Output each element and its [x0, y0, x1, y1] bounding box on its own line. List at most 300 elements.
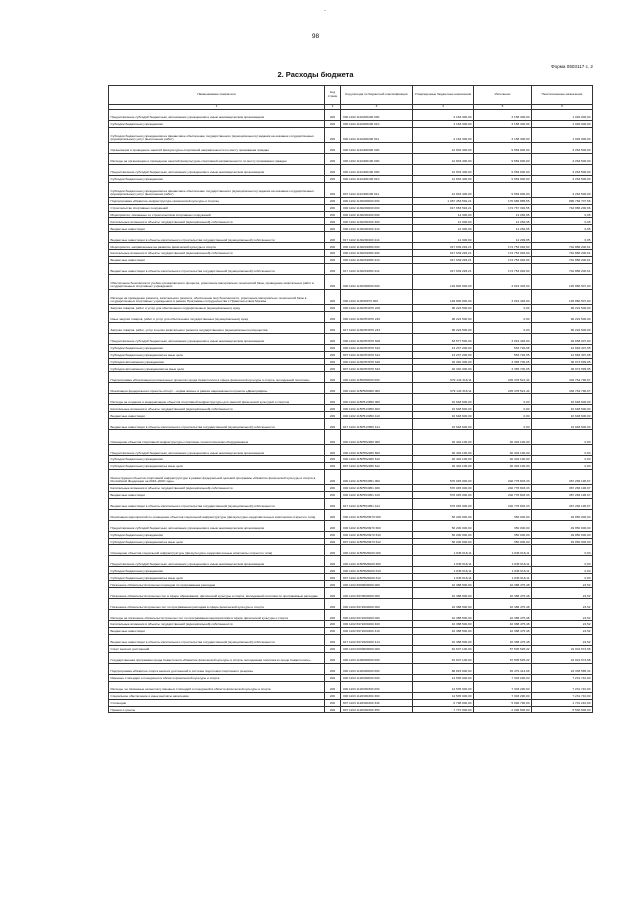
row-code: 200 — [325, 365, 341, 372]
row-executed: 0,00 — [474, 304, 532, 311]
row-name: Социальное обеспечение и иные выплаты населению — [109, 692, 325, 699]
row-executed: 14 299,95 — [474, 232, 532, 243]
row-code: 200 — [325, 599, 341, 610]
table-row — [109, 197, 593, 204]
row-name: Подпрограмма «Реализация региональных проектов города Севастополя в сфере физической культуры и спорта, молодежной политики» — [109, 372, 325, 383]
row-executed: 350 000,00 — [474, 538, 532, 545]
row-kbk: 000 1102 1130201880 410 — [341, 257, 413, 264]
row-kbk: 000 1102 6970000000 000 — [341, 588, 413, 599]
row-approved: 149 800 000,00 — [413, 274, 474, 289]
row-approved: 14 300,00 — [413, 225, 474, 232]
row-code: 200 — [325, 372, 341, 383]
row-kbk: 000 1102 115Р552280 000 — [341, 430, 413, 445]
row-name: Премии и гранты — [109, 706, 325, 713]
row-approved: 40 340 300,00 — [413, 358, 474, 365]
row-approved: 14 535 000,00 — [413, 692, 474, 699]
row-kbk: 807 1102 1110406100 611 — [341, 182, 413, 197]
row-executed: 174 767 392,55 — [474, 204, 532, 211]
row-approved: 917 653 593,21 — [413, 204, 474, 211]
row-unexecuted: 3 263 500,00 — [532, 175, 593, 182]
row-kbk: 000 1102 6900000000 000 — [341, 581, 413, 588]
row-code: 200 — [325, 419, 341, 430]
row-executed: 5 096 790,00 — [474, 699, 532, 706]
row-executed: 3 919 493,00 — [474, 289, 532, 304]
table-row — [109, 531, 593, 538]
row-name: Погашение обязательств прошлых периодов по программным расходам — [109, 581, 325, 588]
row-executed: 553 792,95 — [474, 351, 532, 358]
row-name: Оснащение объектов социальной инфраструктуры (физкультурно-оздоровительные комплексы открытого типа) — [109, 545, 325, 556]
row-unexecuted: 145 880 507,00 — [532, 289, 593, 304]
row-kbk: 000 1102 6972200200 410 — [341, 628, 413, 635]
row-approved: 917 639 293,21 — [413, 257, 474, 264]
row-approved: 1 067 453 592,21 — [413, 197, 474, 204]
table-row — [109, 344, 593, 351]
row-approved: 96 222 500,00 — [413, 322, 474, 333]
row-name: Предоставление субсидий бюджетным, автономным учреждениям и иным некоммерческим организациям — [109, 556, 325, 567]
row-unexecuted: 1 026 000,00 — [532, 127, 593, 142]
row-executed: 14 266,95 — [474, 211, 532, 218]
row-kbk: 000 1102 1130201880 000 — [341, 243, 413, 250]
row-unexecuted: 23 335 585,34 — [532, 663, 593, 674]
table-row — [109, 304, 593, 311]
row-name: Погашение обязательств прошлых лет в сфере образования, физической культуры и спорта, молодежной политики по программным расходам — [109, 588, 325, 599]
row-approved: 10 388 500,00 — [413, 628, 474, 635]
row-kbk: 000 1103 1100000000 000 — [341, 652, 413, 663]
row-approved: 1 845 618,11 — [413, 545, 474, 556]
row-name: Субсидии бюджетным учреждениям — [109, 175, 325, 182]
row-approved: 4 184 300,00 — [413, 110, 474, 121]
row-name: Субсидии бюджетным учреждениям — [109, 531, 325, 538]
row-kbk: 000 1102 1130201880 400 — [341, 250, 413, 257]
row-executed: 10 388 475,48 — [474, 610, 532, 621]
row-code: 200 — [325, 218, 341, 225]
row-name: Субсидии бюджетным учреждениям — [109, 344, 325, 351]
row-kbk: 000 1102 6972200000 000 — [341, 599, 413, 610]
table-row — [109, 484, 593, 491]
row-executed: 10 388 475,48 — [474, 634, 532, 645]
row-unexecuted: 16 848 600,00 — [532, 419, 593, 430]
row-approved: 12 833 400,00 — [413, 142, 474, 153]
row-code: 200 — [325, 531, 341, 538]
row-kbk: 000 1102 1150000000 000 — [341, 372, 413, 383]
table-row — [109, 706, 593, 713]
row-unexecuted: 24,52 — [532, 588, 593, 599]
row-executed: 3 919 493,00 — [474, 333, 532, 344]
row-executed: 40 404 100,00 — [474, 445, 532, 456]
row-unexecuted: 3 263 500,00 — [532, 164, 593, 175]
row-approved: 570 045 000,00 — [413, 484, 474, 491]
row-executed: 350 000,00 — [474, 520, 532, 531]
row-name: Реконструкция объектов спортивной инфраструктуры в рамках федеральной целевой программы «Развитие физической культуры и спорта в Российской Федерации на 2016–2020 годы» — [109, 469, 325, 484]
row-unexecuted: 7 231 710,00 — [532, 674, 593, 681]
row-unexecuted: 0,05 — [532, 225, 593, 232]
row-kbk: 000 1102 1110200200 611 — [341, 127, 413, 142]
table-row — [109, 225, 593, 232]
row-approved: 14 535 000,00 — [413, 681, 474, 692]
row-name: Предоставление субсидий бюджетным, автономным учреждениям и иным некоммерческим организациям — [109, 110, 325, 121]
row-name: Капитальные вложения в объекты государственной (муниципальной) собственности — [109, 218, 325, 225]
row-name: Бюджетные инвестиции в объекты капитального строительства государственной (муниципальной) собственности — [109, 634, 325, 645]
row-unexecuted: 16 648 600,00 — [532, 412, 593, 419]
row-kbk: 000 1103 1120300300 000 — [341, 681, 413, 692]
row-code: 200 — [325, 274, 341, 289]
row-executed: 202 778 803,33 — [474, 498, 532, 509]
row-executed: 350 000,00 — [474, 531, 532, 538]
form-label: Форма 0503117 с. 2 — [551, 64, 593, 69]
row-name: Бюджетные инвестиции — [109, 257, 325, 264]
row-name: Мероприятия, направленные на развитие физической культуры и спорта — [109, 243, 325, 250]
row-code: 200 — [325, 225, 341, 232]
row-code: 200 — [325, 358, 341, 365]
table-row — [109, 153, 593, 164]
row-kbk: 817 1102 1130201880 414 — [341, 263, 413, 274]
row-executed: 3 158 300,00 — [474, 110, 532, 121]
row-approved: 16 648 600,00 — [413, 412, 474, 419]
table-row — [109, 445, 593, 456]
row-name: Предоставление субсидий бюджетным, автономным учреждениям и иным некоммерческим организациям — [109, 164, 325, 175]
row-unexecuted: 0,00 — [532, 463, 593, 470]
row-name: Бюджетные инвестиции в объекты капитального строительства государственной (муниципальной) собственности — [109, 498, 325, 509]
row-approved: 13 237 200,00 — [413, 344, 474, 351]
column-header-code: Код строки — [325, 86, 341, 105]
row-executed: 174 753 092,60 — [474, 243, 532, 250]
row-code: 200 — [325, 498, 341, 509]
row-name: Подпрограмма «Развитие инфраструктуры физической культуры и спорта» — [109, 197, 325, 204]
row-code: 200 — [325, 412, 341, 419]
row-executed: 9 569 900,00 — [474, 164, 532, 175]
row-code: 200 — [325, 692, 341, 699]
row-approved: 50 200 000,00 — [413, 509, 474, 520]
row-kbk: 000 1102 115Р513950 000 — [341, 394, 413, 405]
row-approved: 53 577 500,00 — [413, 333, 474, 344]
row-unexecuted: 742 886 200,61 — [532, 263, 593, 274]
row-executed: 1 845 618,11 — [474, 567, 532, 574]
row-unexecuted: 49 850 000,00 — [532, 509, 593, 520]
table-row — [109, 204, 593, 211]
column-number: 5 — [474, 105, 532, 110]
table-row — [109, 274, 593, 289]
row-executed: 176 686 885,55 — [474, 197, 532, 204]
row-approved: 81 607 100,00 — [413, 652, 474, 663]
table-row — [109, 164, 593, 175]
row-kbk: 000 1102 11303Н3970 240 — [341, 311, 413, 322]
table-row — [109, 351, 593, 358]
row-name: Расходы на проведение ремонта, капитального ремонта, обеспечение мер безопасности, укрепление материально-технической базы в государственных спортивных учреждениях в рамках Программы сотрудничества с Правительством Москвы — [109, 289, 325, 304]
table-row — [109, 610, 593, 621]
row-kbk: 000 1102 11303Н3970 200 — [341, 304, 413, 311]
row-name: Капитальные вложения в объекты государственной (муниципальной) собственности — [109, 250, 325, 257]
row-unexecuted: 1 026 000,00 — [532, 110, 593, 121]
table-row — [109, 567, 593, 574]
row-kbk: 000 1103 1120000000 000 — [341, 663, 413, 674]
column-number: 4 — [413, 105, 474, 110]
row-kbk: 807 1103 1120300300 340 — [341, 699, 413, 706]
row-unexecuted: 24,52 — [532, 581, 593, 588]
row-executed: 9 569 900,00 — [474, 142, 532, 153]
row-unexecuted: 1 026 000,00 — [532, 121, 593, 128]
row-kbk: 000 1103 1120300300 300 — [341, 692, 413, 699]
row-executed: 10 388 475,48 — [474, 588, 532, 599]
row-code: 200 — [325, 652, 341, 663]
row-approved: 40 404 100,00 — [413, 445, 474, 456]
row-executed: 57 505 525,32 — [474, 652, 532, 663]
row-unexecuted: 3 263 500,00 — [532, 153, 593, 164]
row-code: 200 — [325, 674, 341, 681]
row-approved: 679 143 318,11 — [413, 372, 474, 383]
column-header-executed: Исполнено — [474, 86, 532, 105]
row-approved: 10 388 500,00 — [413, 599, 474, 610]
row-executed: 0,00 — [474, 394, 532, 405]
row-kbk: 000 1102 11303Н3970 600 — [341, 333, 413, 344]
row-executed: 14 266,95 — [474, 225, 532, 232]
row-kbk: 000 1102 1130200400 400 — [341, 218, 413, 225]
row-code: 200 — [325, 538, 341, 545]
row-unexecuted: 3 263 500,00 — [532, 182, 593, 197]
table-row — [109, 110, 593, 121]
row-kbk: 000 1103 1120300000 000 — [341, 674, 413, 681]
row-kbk: 807 1103 1120300300 350 — [341, 706, 413, 713]
row-executed: 14 266,95 — [474, 218, 532, 225]
row-approved: 14 535 000,00 — [413, 674, 474, 681]
table-row — [109, 127, 593, 142]
row-name: Государственная программа города Севастополя «Развитие физической культуры и спорта, молодежная политика в городе Севастополе» — [109, 652, 325, 663]
row-approved: 570 045 000,00 — [413, 491, 474, 498]
row-unexecuted: 12 683 407,05 — [532, 344, 593, 351]
table-row — [109, 520, 593, 531]
row-unexecuted: 742 886 200,61 — [532, 250, 593, 257]
row-executed: 10 388 475,48 — [474, 628, 532, 635]
row-code: 200 — [325, 456, 341, 463]
row-executed: 40 404 100,00 — [474, 430, 532, 445]
row-approved: 50 200 000,00 — [413, 520, 474, 531]
table-row — [109, 498, 593, 509]
table-row — [109, 394, 593, 405]
table-row — [109, 621, 593, 628]
table-row — [109, 405, 593, 412]
row-name: Субсидии бюджетным учреждениям на иные цели — [109, 463, 325, 470]
row-unexecuted: 433 764 796,67 — [532, 372, 593, 383]
row-executed: 202 778 803,33 — [474, 484, 532, 491]
row-code: 200 — [325, 628, 341, 635]
row-kbk: 000 1102 115Р552280 610 — [341, 456, 413, 463]
row-approved: 10 388 500,00 — [413, 634, 474, 645]
table-row — [109, 509, 593, 520]
row-name: Спорт высших достижений — [109, 645, 325, 652]
row-approved: 679 143 318,11 — [413, 383, 474, 394]
table-row — [109, 628, 593, 635]
row-kbk: 000 1102 6972200200 000 — [341, 610, 413, 621]
row-name: Оснащение объектов спортивной инфраструктуры спортивно-технологическим оборудованием — [109, 430, 325, 445]
row-unexecuted: 96 222 500,00 — [532, 311, 593, 322]
row-approved: 10 388 500,00 — [413, 581, 474, 588]
table-row — [109, 175, 593, 182]
row-approved: 149 800 000,00 — [413, 289, 474, 304]
row-unexecuted: 742 886 200,61 — [532, 243, 593, 250]
column-number: 1 — [109, 105, 325, 110]
row-name: Закупка товаров, работ, услуг в целях капитального ремонта государственного (муниципального) имущества — [109, 322, 325, 333]
row-kbk: 000 1102 1130000000 000 — [341, 197, 413, 204]
table-row — [109, 463, 593, 470]
row-unexecuted: 0,00 — [532, 456, 593, 463]
row-executed: 245 378 521,44 — [474, 372, 532, 383]
table-row — [109, 469, 593, 484]
table-row — [109, 250, 593, 257]
row-code: 200 — [325, 250, 341, 257]
row-unexecuted: 96 222 500,00 — [532, 322, 593, 333]
row-executed: 3 365 700,05 — [474, 365, 532, 372]
table-row — [109, 581, 593, 588]
column-header-approved: Утвержденные бюджетные назначения — [413, 86, 474, 105]
row-unexecuted: 24,52 — [532, 621, 593, 628]
row-kbk: 000 1102 1130300000 000 — [341, 274, 413, 289]
row-unexecuted: 0,00 — [532, 567, 593, 574]
row-unexecuted: 742 886 200,61 — [532, 257, 593, 264]
row-kbk: 000 1102 115Р5М3970 600 — [341, 520, 413, 531]
row-kbk: 817 1102 6972200200 414 — [341, 634, 413, 645]
row-executed: 202 778 803,33 — [474, 469, 532, 484]
row-unexecuted: 36 974 599,95 — [532, 365, 593, 372]
row-code: 200 — [325, 182, 341, 197]
table-row — [109, 674, 593, 681]
row-unexecuted: 0,05 — [532, 218, 593, 225]
row-name: Капитальные вложения в объекты государственной (муниципальной) собственности — [109, 405, 325, 412]
row-name: Организация и проведение занятий физкультурно-спортивной направленности по месту проживания граждан — [109, 142, 325, 153]
page-number: 98 — [311, 33, 320, 40]
table-row — [109, 634, 593, 645]
row-unexecuted: 12 683 407,05 — [532, 351, 593, 358]
row-name: Бюджетные инвестиции в объекты капитального строительства государственной (муниципальной) собственности — [109, 419, 325, 430]
row-name: Расходы, не связанные на выплату именных стипендий и поощрений в области физической культуры и спорта — [109, 681, 325, 692]
row-approved: 16 648 600,00 — [413, 405, 474, 412]
table-body — [109, 110, 593, 713]
row-executed: 0,00 — [474, 412, 532, 419]
row-approved: 12 833 400,00 — [413, 182, 474, 197]
row-unexecuted: 24 001 574,68 — [532, 652, 593, 663]
row-kbk: 817 1102 1130200400 414 — [341, 232, 413, 243]
row-executed: 9 569 900,00 — [474, 153, 532, 164]
row-approved: 96 222 500,00 — [413, 311, 474, 322]
row-unexecuted: 96 222 500,00 — [532, 304, 593, 311]
row-code: 200 — [325, 394, 341, 405]
row-code: 200 — [325, 289, 341, 304]
table-row — [109, 232, 593, 243]
row-kbk: 000 1102 115Р513950 410 — [341, 412, 413, 419]
row-name: Расходы на погашение обязательств прошлых лет по программным мероприятиям в сфере физической культуры и спорта — [109, 610, 325, 621]
row-name: Именные стипендии и поощрения в области физической культуры и спорта — [109, 674, 325, 681]
table-row — [109, 289, 593, 304]
table-row — [109, 412, 593, 419]
row-approved: 917 639 293,21 — [413, 250, 474, 257]
table-row — [109, 372, 593, 383]
row-code: 200 — [325, 110, 341, 121]
row-name: Капитальные вложения в объекты государственной (муниципальной) собственности — [109, 621, 325, 628]
row-code: 200 — [325, 153, 341, 164]
row-unexecuted: 0,00 — [532, 556, 593, 567]
row-executed: 0,00 — [474, 419, 532, 430]
row-name: Субсидии бюджетным учреждениям на иные цели — [109, 538, 325, 545]
row-approved: 10 388 500,00 — [413, 621, 474, 628]
row-code: 200 — [325, 430, 341, 445]
table-row — [109, 383, 593, 394]
row-approved: 13 237 200,00 — [413, 351, 474, 358]
row-code: 200 — [325, 263, 341, 274]
row-name: Субсидии автономным учреждениям — [109, 358, 325, 365]
row-code: 200 — [325, 463, 341, 470]
row-executed: 7 303 290,00 — [474, 692, 532, 699]
row-name: Предоставление субсидий бюджетным, автономным учреждениям и иным некоммерческим организациям — [109, 445, 325, 456]
row-code: 200 — [325, 383, 341, 394]
row-approved: 1 845 618,11 — [413, 567, 474, 574]
row-name: Реализация федерального проекта «Спорт – норма жизни» в рамках национального проекта «Демография» — [109, 383, 325, 394]
table-row — [109, 322, 593, 333]
row-code: 200 — [325, 311, 341, 322]
table-row — [109, 692, 593, 699]
table-row — [109, 538, 593, 545]
table-row — [109, 257, 593, 264]
row-unexecuted: 0,00 — [532, 545, 593, 556]
row-name: Субсидии бюджетным учреждениям — [109, 121, 325, 128]
table-row — [109, 545, 593, 556]
column-header-unexecuted: Неисполненные назначения — [532, 86, 593, 105]
row-unexecuted: 49 850 000,00 — [532, 531, 593, 538]
table-row — [109, 699, 593, 706]
row-code: 200 — [325, 142, 341, 153]
row-name: Погашение обязательств прошлых лет по программным расходам в сфере физической культуры и спорта — [109, 599, 325, 610]
row-approved: 6 798 000,00 — [413, 699, 474, 706]
row-approved: 4 184 300,00 — [413, 127, 474, 142]
row-kbk: 817 1102 115Р554951 414 — [341, 498, 413, 509]
row-unexecuted: 7 231 710,00 — [532, 681, 593, 692]
row-unexecuted: 0,00 — [532, 574, 593, 581]
row-name: Обеспечение безопасности учебно-тренировочного процесса, укрепление материально-технической базы, проведение капитальных работ в государственных спортивных учреждениях — [109, 274, 325, 289]
table-row — [109, 311, 593, 322]
row-unexecuted: 7 231 710,00 — [532, 692, 593, 699]
row-approved: 50 200 000,00 — [413, 538, 474, 545]
row-executed: 45 479 414,66 — [474, 663, 532, 674]
row-approved: 40 340 300,00 — [413, 365, 474, 372]
table-row — [109, 491, 593, 498]
row-unexecuted: 1 701 210,00 — [532, 699, 593, 706]
table-row — [109, 681, 593, 692]
row-unexecuted: 24,52 — [532, 634, 593, 645]
row-kbk: 817 1102 11303Н3970 243 — [341, 322, 413, 333]
row-code: 200 — [325, 574, 341, 581]
row-approved: 570 045 000,00 — [413, 498, 474, 509]
row-kbk: 000 1102 11303Н3970 620 — [341, 358, 413, 365]
row-executed: 3 365 700,05 — [474, 358, 532, 365]
row-approved: 4 184 300,00 — [413, 121, 474, 128]
table-row — [109, 211, 593, 218]
row-kbk: 000 1102 1130200000 000 — [341, 204, 413, 211]
row-unexecuted: 49 850 000,00 — [532, 520, 593, 531]
row-code: 200 — [325, 509, 341, 520]
row-code: 200 — [325, 304, 341, 311]
table-row — [109, 652, 593, 663]
scan-mark: . — [324, 6, 326, 13]
row-unexecuted: 0,00 — [532, 430, 593, 445]
row-kbk: 807 1102 115Р5М8100 612 — [341, 574, 413, 581]
row-code: 200 — [325, 681, 341, 692]
expenditure-table — [108, 85, 593, 713]
row-executed: 0,00 — [474, 311, 532, 322]
row-kbk: 000 1102 115Р5М8100 000 — [341, 545, 413, 556]
table-header-row — [109, 86, 593, 105]
column-number: 6 — [532, 105, 593, 110]
row-unexecuted: 16 648 600,00 — [532, 405, 593, 412]
row-unexecuted: 24,52 — [532, 628, 593, 635]
row-unexecuted: 5 530 500,00 — [532, 706, 593, 713]
row-executed: 7 303 290,00 — [474, 681, 532, 692]
